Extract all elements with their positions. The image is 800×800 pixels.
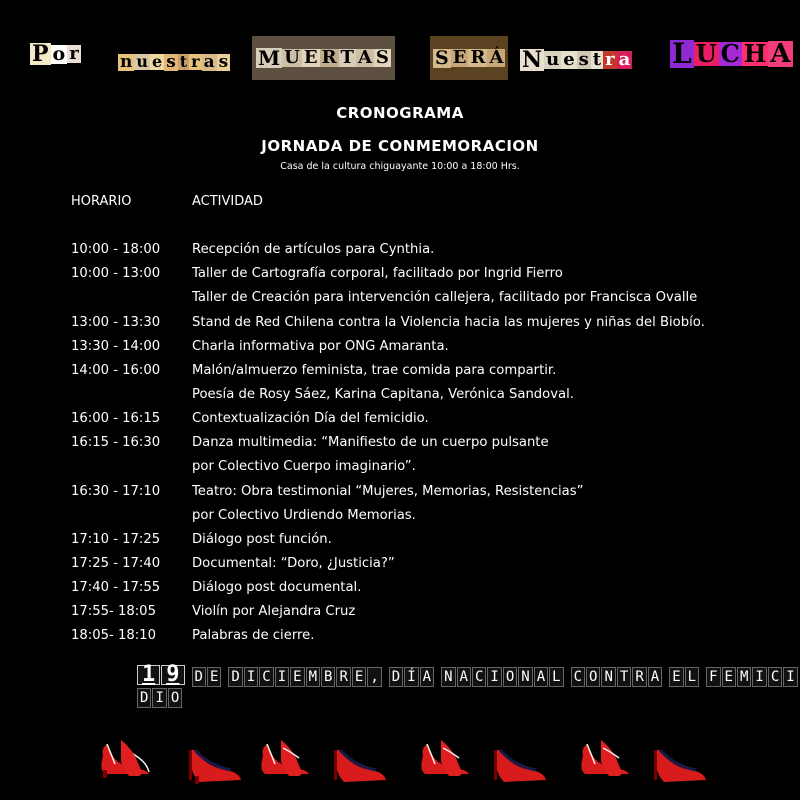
table-row xyxy=(0,604,800,626)
footer-letter: D xyxy=(192,667,206,687)
row-time: 13:00 - 13:30 xyxy=(71,315,161,330)
red-shoe-icon xyxy=(185,736,245,786)
banner-letter: A xyxy=(770,39,791,69)
banner-letter: U xyxy=(284,47,300,68)
footer-letter: , xyxy=(367,667,381,687)
footer-letter: I xyxy=(752,667,766,687)
table-row xyxy=(0,363,800,385)
red-shoes-row xyxy=(95,722,715,792)
footer-letter: L xyxy=(685,667,699,687)
banner-letter: E xyxy=(303,47,318,68)
table-row xyxy=(0,459,800,481)
red-shoe-icon xyxy=(650,736,710,786)
row-activity: Taller de Cartografía corporal, facilitado por Ingrid Fierro xyxy=(192,266,563,281)
row-activity: por Colectivo Cuerpo imaginario”. xyxy=(192,459,416,474)
row-activity: Danza multimedia: “Manifiesto de un cuerpo pulsante xyxy=(192,435,549,450)
footer-letter: A xyxy=(648,667,662,687)
banner-headline xyxy=(30,30,791,90)
banner-letter: S xyxy=(435,46,449,69)
banner-letter: r xyxy=(191,52,200,71)
red-shoe-icon xyxy=(255,730,315,780)
banner-letter: R xyxy=(470,47,486,68)
row-activity: Malón/almuerzo feminista, trae comida para compartir. xyxy=(192,363,557,378)
banner-letter: a xyxy=(203,51,215,72)
banner-letter: M xyxy=(258,46,281,70)
banner-letter: R xyxy=(321,47,337,68)
red-shoe-icon xyxy=(490,736,550,786)
banner-letter: u xyxy=(136,52,149,71)
page-title: CRONOGRAMA xyxy=(336,104,464,122)
banner-letter: C xyxy=(720,39,740,68)
footer-letter: D xyxy=(228,667,242,687)
footer-letter: D xyxy=(389,667,403,687)
footer-letter: O xyxy=(168,688,182,708)
footer-letter: O xyxy=(586,667,600,687)
footer-letter: M xyxy=(306,667,320,687)
banner-letter: r xyxy=(605,49,615,70)
table-row xyxy=(0,435,800,457)
footer-letter: R xyxy=(632,667,646,687)
footer-letter: N xyxy=(518,667,532,687)
row-activity: Diálogo post documental. xyxy=(192,580,362,595)
row-time: 18:05- 18:10 xyxy=(71,628,156,643)
footer-letter: T xyxy=(617,667,631,687)
footer-letter: C xyxy=(768,667,782,687)
row-time: 17:55- 18:05 xyxy=(71,604,156,619)
banner-letter: t xyxy=(592,49,602,70)
row-activity: Teatro: Obra testimonial “Mujeres, Memorias, Resistencias” xyxy=(192,484,584,499)
column-header-time: HORARIO xyxy=(71,194,132,209)
row-time: 17:40 - 17:55 xyxy=(71,580,161,595)
red-shoe-icon xyxy=(415,730,475,780)
banner-word-muertas xyxy=(252,36,395,80)
footer-letter: M xyxy=(737,667,751,687)
table-row xyxy=(0,556,800,578)
row-activity: Palabras de cierre. xyxy=(192,628,315,643)
footer-letter: C xyxy=(472,667,486,687)
footer-letter: E xyxy=(352,667,366,687)
table-row xyxy=(0,315,800,337)
banner-letter: a xyxy=(618,49,631,70)
banner-letter: E xyxy=(452,47,467,68)
row-time: 13:30 - 14:00 xyxy=(71,339,161,354)
footer-letter: I xyxy=(783,667,797,687)
banner-letter: Á xyxy=(489,47,504,68)
footer-letters xyxy=(137,661,800,708)
footer-letter: A xyxy=(457,667,471,687)
row-time: 17:25 - 17:40 xyxy=(71,556,161,571)
table-row xyxy=(0,290,800,312)
banner-letter: s xyxy=(218,51,229,72)
row-time: 16:15 - 16:30 xyxy=(71,435,161,450)
table-row xyxy=(0,242,800,264)
column-header-activity: ACTIVIDAD xyxy=(192,194,263,209)
footer-letter: Í xyxy=(404,667,418,687)
row-activity: Violín por Alejandra Cruz xyxy=(192,604,356,619)
table-row xyxy=(0,628,800,650)
row-activity: por Colectivo Urdiendo Memorias. xyxy=(192,508,416,523)
row-activity: Documental: “Doro, ¿Justicia?” xyxy=(192,556,395,571)
banner-letter: L xyxy=(672,37,692,70)
footer-letter: I xyxy=(487,667,501,687)
banner-letter: e xyxy=(563,49,575,70)
row-time: 17:10 - 17:25 xyxy=(71,532,161,547)
footer-letter: O xyxy=(503,667,517,687)
banner-letter: u xyxy=(546,49,560,70)
row-time: 10:00 - 18:00 xyxy=(71,242,161,257)
footer-letter: L xyxy=(549,667,563,687)
table-row xyxy=(0,411,800,433)
footer-letter: D xyxy=(137,688,151,708)
banner-letter: P xyxy=(32,41,49,67)
table-row xyxy=(0,387,800,409)
row-time: 10:00 - 13:00 xyxy=(71,266,161,281)
row-activity: Stand de Red Chilena contra la Violencia hacia las mujeres y niñas del Biobío. xyxy=(192,315,705,330)
banner-word-por xyxy=(30,34,81,74)
banner-letter: s xyxy=(578,49,589,70)
banner-letter: e xyxy=(152,52,163,71)
row-activity: Diálogo post función. xyxy=(192,532,332,547)
row-activity: Poesía de Rosy Sáez, Karina Capitana, Verónica Sandoval. xyxy=(192,387,574,402)
banner-letter: H xyxy=(743,39,767,68)
footer-letter: C xyxy=(259,667,273,687)
page-subtitle: JORNADA DE CONMEMORACION xyxy=(261,137,539,155)
footer-letter: E xyxy=(722,667,736,687)
banner-letter: s xyxy=(166,51,176,72)
table-row xyxy=(0,508,800,530)
red-shoe-icon xyxy=(95,730,155,780)
row-activity: Charla informativa por ONG Amaranta. xyxy=(192,339,449,354)
row-activity: Contextualización Día del femicidio. xyxy=(192,411,429,426)
table-row xyxy=(0,339,800,361)
banner-letter: S xyxy=(375,47,389,68)
footer-letter: N xyxy=(601,667,615,687)
table-row xyxy=(0,532,800,554)
footer-letter: C xyxy=(571,667,585,687)
banner-letter: T xyxy=(340,47,354,68)
row-time: 14:00 - 16:00 xyxy=(71,363,161,378)
row-activity: Recepción de artículos para Cynthia. xyxy=(192,242,435,257)
row-time: 16:00 - 16:15 xyxy=(71,411,161,426)
banner-letter: t xyxy=(179,52,188,71)
footer-letter: B xyxy=(321,667,335,687)
red-shoe-icon xyxy=(575,730,635,780)
banner-letter: r xyxy=(69,43,79,64)
banner-word-lucha xyxy=(670,34,793,74)
banner-word-sera xyxy=(430,36,508,80)
banner-letter: n xyxy=(120,51,133,72)
footer-commemoration xyxy=(137,661,800,706)
banner-word-nuestras xyxy=(118,42,230,82)
row-activity: Taller de Creación para intervención callejera, facilitado por Francisca Ovalle xyxy=(192,290,698,305)
table-row xyxy=(0,266,800,288)
footer-letter: 9 xyxy=(161,665,184,685)
footer-letter: I xyxy=(244,667,258,687)
footer-letter: A xyxy=(420,667,434,687)
banner-letter: A xyxy=(357,47,372,68)
footer-letter: I xyxy=(152,688,166,708)
red-shoe-icon xyxy=(330,736,390,786)
footer-letter: R xyxy=(336,667,350,687)
banner-letter: U xyxy=(695,39,717,68)
row-time: 16:30 - 17:10 xyxy=(71,484,161,499)
table-row xyxy=(0,484,800,506)
footer-letter: I xyxy=(275,667,289,687)
table-row xyxy=(0,580,800,602)
footer-letter: 1 xyxy=(137,665,160,685)
footer-letter: E xyxy=(290,667,304,687)
footer-letter: N xyxy=(441,667,455,687)
footer-letter: A xyxy=(534,667,548,687)
footer-letter: F xyxy=(706,667,720,687)
footer-letter: E xyxy=(669,667,683,687)
venue-text: Casa de la cultura chiguayante 10:00 a 18:00 Hrs. xyxy=(280,161,520,172)
footer-letter: E xyxy=(207,667,221,687)
banner-letter: o xyxy=(52,42,66,65)
banner-word-nuestra xyxy=(520,40,632,80)
banner-letter: N xyxy=(522,47,543,73)
